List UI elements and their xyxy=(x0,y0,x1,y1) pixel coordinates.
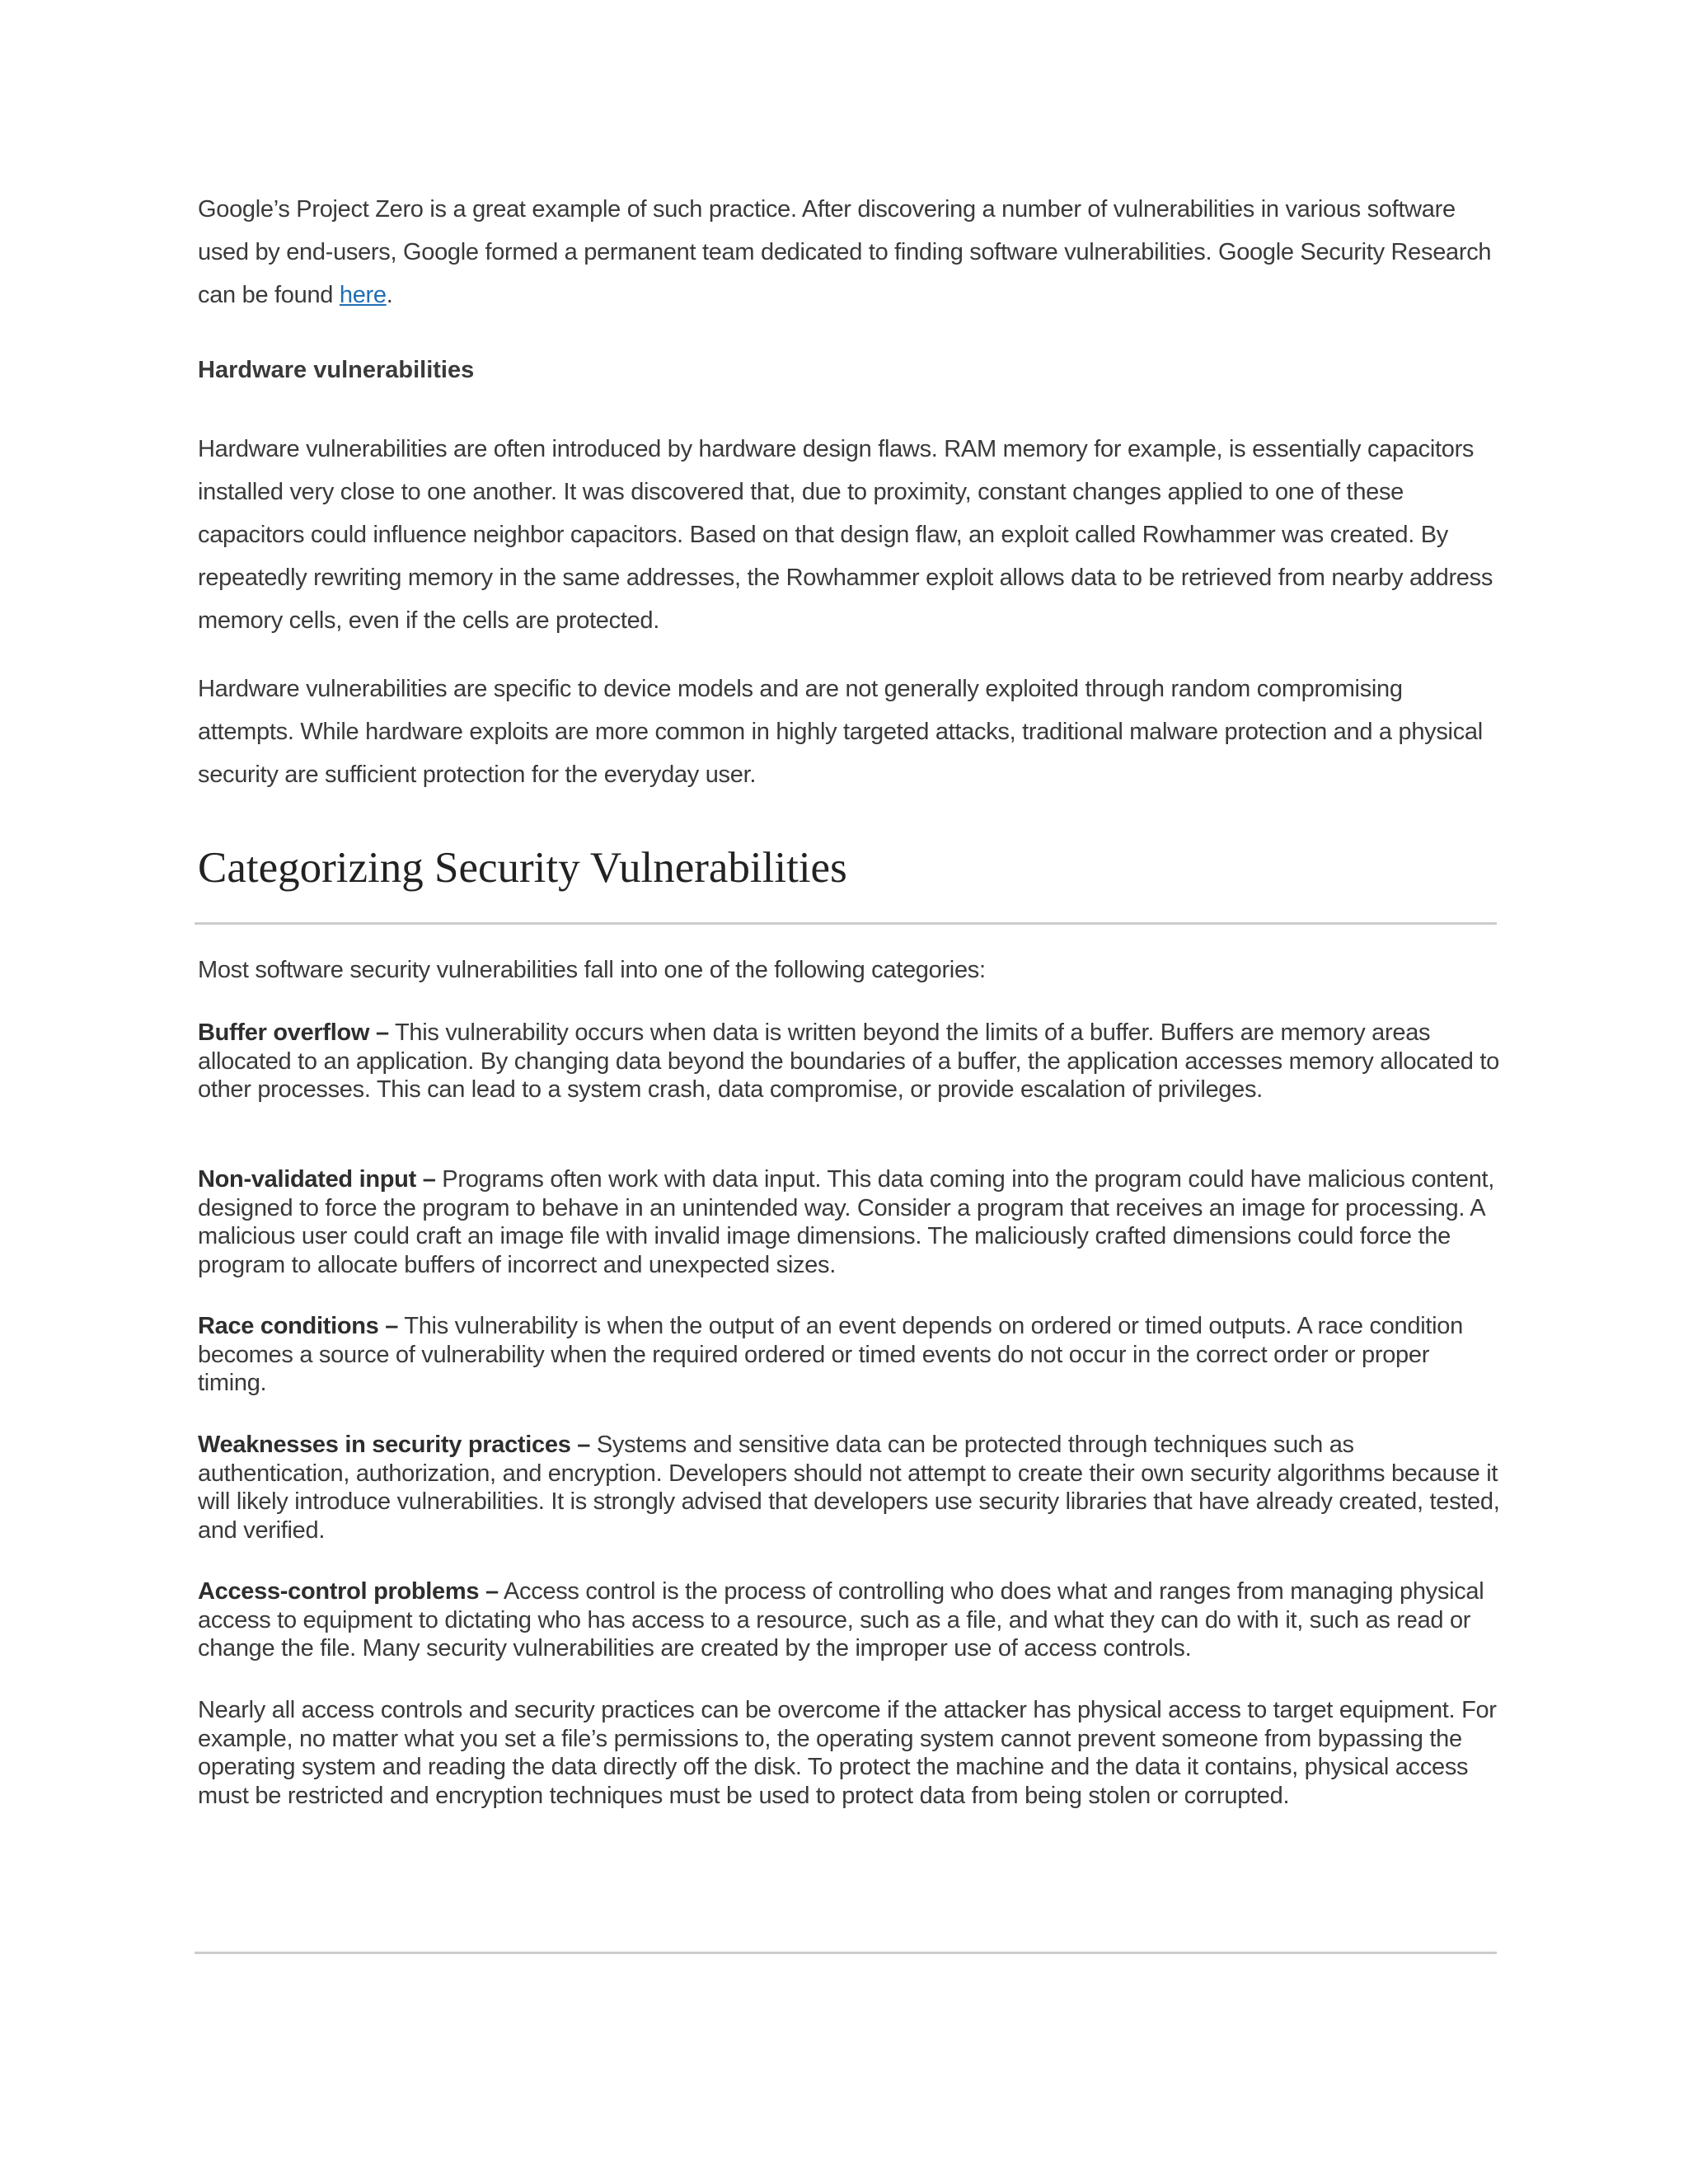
hardware-paragraph-2: Hardware vulnerabilities are specific to device models and are not generally exploited through random compromising attempts. While hardware exploits are more common in highly targeted attacks, traditional malware protection and a physical security are sufficient protection for the everyday user. xyxy=(198,676,1483,788)
category-text: This vulnerability is when the output of an event depends on ordered or timed outputs. A race condition becomes a source of vulnerability when the required ordered or timed events do not occur in the correct order or proper timing. xyxy=(198,1313,1463,1396)
category-weaknesses-security-practices xyxy=(198,1431,1500,1544)
category-non-validated-input xyxy=(198,1165,1500,1279)
hardware-heading: Hardware vulnerabilities xyxy=(198,357,475,383)
bottom-divider xyxy=(195,1952,1497,1954)
category-term: Access-control problems – xyxy=(198,1578,499,1605)
category-term: Weaknesses in security practices – xyxy=(198,1432,591,1458)
category-text: This vulnerability occurs when data is written beyond the limits of a buffer. Buffers are memory areas allocated to an application. By changing data beyond the boundaries of a buffer, the application accesses memory allocated to other processes. This can lead to a system crash, data compromise, or provide escalation of privileges. xyxy=(198,1019,1499,1103)
category-term: Buffer overflow – xyxy=(198,1019,389,1046)
closing-paragraph: Nearly all access controls and security practices can be overcome if the attacker has physical access to target equipment. For example, no matter what you set a file’s permissions to, the operating system cannot prevent someone from bypassing the operating system and reading the data directly off the disk. To protect the machine and the data it contains, physical access must be restricted and encryption techniques must be used to protect data from being stolen or corrupted. xyxy=(198,1697,1497,1809)
categories-intro: Most software security vulnerabilities fall into one of the following categories: xyxy=(198,957,986,983)
section-title: Categorizing Security Vulnerabilities xyxy=(198,844,847,892)
intro-text-end: . xyxy=(386,282,393,308)
category-access-control-problems xyxy=(198,1577,1500,1663)
here-link[interactable]: here xyxy=(339,282,387,308)
category-race-conditions xyxy=(198,1312,1500,1398)
category-text: Systems and sensitive data can be protected through techniques such as authentication, authorization, and encryption. Developers should not attempt to create their own security algorithms because it will likely introduce vulnerabilities. It is strongly advised that developers use security libraries that have already created, tested, and verified. xyxy=(198,1432,1500,1544)
category-buffer-overflow xyxy=(198,1019,1500,1104)
category-text: Access control is the process of controlling who does what and ranges from managing physical access to equipment to dictating who has access to a resource, such as a file, and what they can do with it, such as read or change the file. Many security vulnerabilities are created by the improper use of access controls. xyxy=(198,1578,1484,1661)
category-term: Non-validated input – xyxy=(198,1166,436,1193)
category-term: Race conditions – xyxy=(198,1313,399,1339)
category-text: Programs often work with data input. This data coming into the program could have malicious content, designed to force the program to behave in an unintended way. Consider a program that receives an image for processing. A malicious user could craft an image file with invalid image dimensions. The maliciously crafted dimensions could force the program to allocate buffers of incorrect and unexpected sizes. xyxy=(198,1166,1495,1278)
section-divider xyxy=(195,922,1497,925)
intro-text: Google’s Project Zero is a great example of such practice. After discovering a number of vulnerabilities in various software used by end-users, Google formed a permanent team dedicated to finding software vulnerabilities. Google Security Research can be found xyxy=(198,196,1492,308)
intro-paragraph xyxy=(198,188,1500,316)
hardware-paragraph-1: Hardware vulnerabilities are often introduced by hardware design flaws. RAM memory for example, is essentially capacitors installed very close to one another. It was discovered that, due to proximity, constant changes applied to one of these capacitors could influence neighbor capacitors. Based on that design flaw, an exploit called Rowhammer was created. By repeatedly rewriting memory in the same addresses, the Rowhammer exploit allows data to be retrieved from nearby address memory cells, even if the cells are protected. xyxy=(198,436,1493,634)
